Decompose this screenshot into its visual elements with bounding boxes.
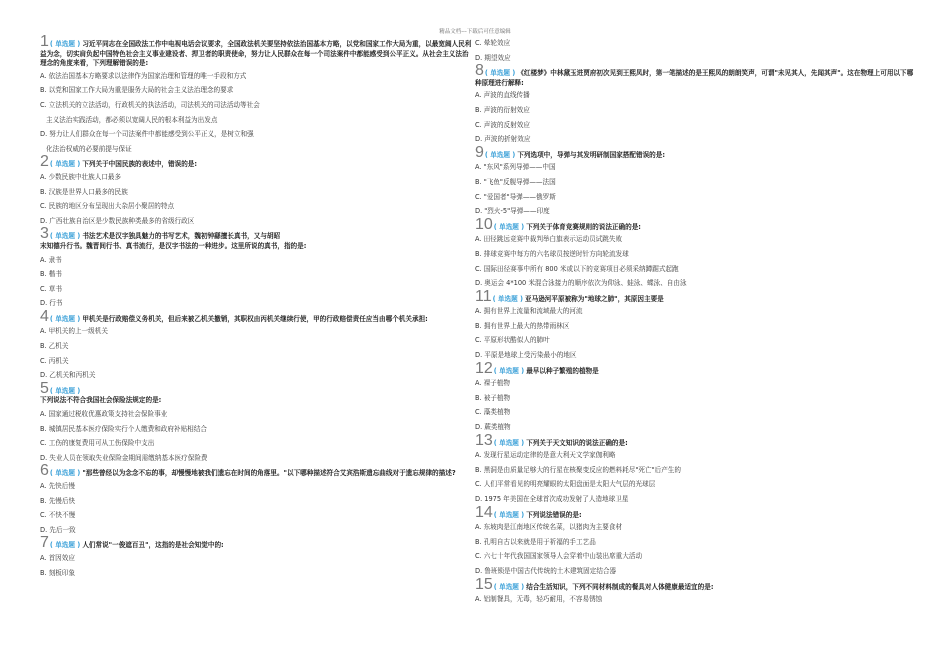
question-block — [475, 359, 915, 435]
question-type-tag: ( 单选题 ) — [49, 314, 81, 323]
question-type-tag: ( 单选题 ) — [484, 69, 516, 78]
question-type-tag: ( 单选题 ) — [493, 438, 525, 447]
answer-option[interactable]: D. 奥运会 4*100 米混合泳接力的顺序依次为仰泳、蛙泳、蝶泳、自由泳 — [475, 279, 687, 288]
answer-option[interactable]: A. 田径跳远竞赛中裁判举白旗表示运动员试跳失败 — [475, 235, 623, 244]
answer-option[interactable]: B. 排球竞赛中每方的六名球员按逆时针方向轮流发球 — [475, 249, 629, 258]
answer-option[interactable]: B. 楷书 — [40, 270, 62, 279]
question-number: 12 — [475, 359, 493, 377]
answer-option[interactable]: B. 城镇居民基本医疗保险实行个人缴费和政府补贴相结合 — [40, 424, 207, 433]
question-type-tag: ( 单选题 ) — [49, 40, 81, 48]
question-number: 9 — [475, 143, 484, 161]
answer-option[interactable]: B. 被子植物 — [475, 393, 511, 402]
answer-option[interactable]: A. 少数民族中壮族人口最多 — [40, 172, 122, 181]
option-continuation: 主义法治实践活动，都必须以宽阔人民的根本利益为出发点 — [46, 115, 218, 124]
option-continuation: 化法治权威的必要前提与保证 — [46, 144, 132, 153]
answer-option[interactable]: A. 依法治国基本方略要求以法律作为国家治理和管理的唯一手段和方式 — [40, 71, 247, 80]
answer-option[interactable]: C. 工伤的康复费用可从工伤保险中支出 — [40, 439, 155, 448]
answer-option[interactable]: D. 1975 年美国在全球首次成功发射了人造地球卫星 — [475, 495, 629, 503]
question-block — [475, 287, 915, 363]
question-text: 亚马逊河平原被称为"地球之肺"，其原因主要是 — [525, 294, 664, 303]
question-number: 4 — [40, 307, 49, 325]
question-block — [475, 215, 915, 291]
question-stem — [40, 33, 472, 69]
question-text: 人们常说"一俊遮百丑"，这指的是社会知觉中的: — [82, 541, 224, 550]
question-text: 下列选项中，导弹与其发明研制国家搭配错误的是: — [517, 150, 666, 159]
question-number: 1 — [40, 33, 49, 50]
question-stem — [475, 575, 915, 593]
question-text: "那些曾经以为念念不忘的事，却慢慢地被我们遗忘在时间的角落里。"以下哪种描述符合艾宾浩斯遗忘曲线对于遗忘规律的描述? — [82, 469, 456, 478]
question-block — [475, 431, 915, 507]
question-text: 结合生活知识，下列不同材料制成的餐具对人体健康最适宜的是: — [526, 582, 714, 591]
question-type-tag: ( 单选题 ) — [493, 582, 525, 591]
question-number: 15 — [475, 575, 493, 593]
question-type-tag: ( 单选题 ) — [49, 386, 81, 395]
question-block — [40, 307, 472, 383]
page-header: 精品文档---下载后可任意编辑 — [439, 29, 511, 35]
question-stem — [475, 287, 915, 305]
answer-option[interactable]: B. 先慢后快 — [40, 496, 76, 505]
question-text: 甲机关是行政赔偿义务机关，但后来被乙机关撤销，其职权由丙机关继续行使，甲的行政赔偿责任应当由哪个机关承担: — [82, 314, 428, 323]
answer-option[interactable]: D. 先后一致 — [40, 525, 76, 534]
question-stem — [475, 215, 915, 233]
answer-option[interactable]: A. 声波的直线传播 — [475, 91, 530, 100]
left-column — [40, 33, 472, 580]
question-number: 3 — [40, 225, 49, 243]
question-text: 书法艺术是汉字独具魅力的书写艺术，魏初钟繇擅长真书，又与胡昭 — [82, 232, 281, 241]
answer-option[interactable]: A. 国家通过税收优惠政策支持社会保险事业 — [40, 410, 168, 419]
answer-option[interactable]: C. 草书 — [40, 284, 62, 293]
answer-option[interactable]: C. 国际田径赛事中所有 800 米或以下的竞赛项目必须采纳蹲踞式起跑 — [475, 264, 679, 273]
question-stem — [475, 431, 915, 449]
answer-option[interactable]: A. 首因效应 — [40, 553, 75, 562]
answer-option[interactable]: D. 行书 — [40, 299, 63, 308]
answer-option[interactable]: B. 汉族是世界人口最多的民族 — [40, 187, 128, 196]
question-text: 下列关于天文知识的说法正确的是: — [526, 438, 628, 447]
answer-option[interactable]: A. 拥有世界上流量和流域最大的河流 — [475, 307, 583, 316]
question-text: 最早以种子繁殖的植物是 — [526, 366, 599, 375]
question-number: 7 — [40, 534, 49, 552]
question-type-tag: ( 单选题 ) — [49, 469, 81, 478]
answer-option[interactable]: C. "爱国者"导弹——俄罗斯 — [475, 192, 556, 201]
right-column — [475, 36, 915, 607]
question-type-tag: ( 单选题 ) — [492, 294, 524, 303]
question-type-tag: ( 单选题 ) — [493, 222, 525, 231]
question-stem — [40, 225, 472, 243]
question-block — [475, 143, 915, 219]
answer-option[interactable]: C. 人们平常看见的明亮耀眼的太阳盘面是太阳大气层的光球层 — [475, 480, 656, 489]
answer-option[interactable]: D. 鲁班锁是中国古代传统的土木建筑固定结合器 — [475, 566, 617, 575]
answer-option[interactable]: C. 声波的反射效应 — [475, 120, 530, 129]
question-block — [40, 379, 472, 466]
question-text: 习近平同志在全国政法工作中电视电话会议要求，全国政法机关要坚持依法治国基本方略，以党和国家工作大局为重，以最宽阔人民利益为念，切实肩负起中国特色社会主义事业建设者、捍卫者的职责使命，努力让人民群众在每一个司法案件中都能感受到公平正义。从社会主义法治理念的角度来看，下列理解错误的是: — [40, 40, 472, 68]
question-text: 下列关于中国民族的表述中，错误的是: — [82, 160, 198, 169]
question-type-tag: ( 单选题 ) — [49, 232, 81, 241]
answer-option[interactable]: B. 刻板印象 — [40, 568, 76, 577]
question-number: 10 — [475, 215, 493, 233]
answer-option[interactable]: D. 努力让人们群众在每一个司法案件中都能感受到公平正义，是树立和强 — [40, 130, 254, 139]
answer-option[interactable]: B. 以党和国家工作大局为重是服务大局的社会主义法治理念的要求 — [40, 86, 234, 95]
question-stem — [40, 153, 472, 171]
question-number: 13 — [475, 431, 493, 449]
question-type-tag: ( 单选题 ) — [49, 160, 81, 169]
question-number: 14 — [475, 503, 493, 521]
answer-option[interactable]: C. 藻类植物 — [475, 408, 511, 417]
question-type-tag: ( 单选题 ) — [484, 150, 516, 159]
question-number: 8 — [475, 62, 484, 80]
question-stem — [40, 462, 472, 480]
question-number: 11 — [475, 287, 492, 305]
question-block — [475, 575, 915, 607]
answer-option[interactable]: D. 蕨类植物 — [475, 423, 511, 432]
answer-option[interactable]: A. 隶书 — [40, 255, 62, 264]
question-stem — [40, 307, 472, 325]
answer-option[interactable]: A. 先快后慢 — [40, 482, 75, 490]
answer-option[interactable]: C. 不快不慢 — [40, 511, 76, 520]
answer-option[interactable]: C. 平原形状酷似人的肺叶 — [475, 336, 550, 345]
question-block — [475, 503, 915, 579]
answer-option[interactable]: B. 拥有世界上最大的热带雨林区 — [475, 321, 570, 330]
question-block — [475, 62, 915, 147]
answer-option[interactable]: A. 发现行星运动定律的是意大利天文学家伽利略 — [475, 451, 616, 460]
question-type-tag: ( 单选题 ) — [493, 366, 525, 375]
question-block — [40, 462, 472, 537]
answer-option[interactable]: D. 乙机关和丙机关 — [40, 371, 96, 380]
question-type-tag: ( 单选题 ) — [49, 541, 81, 550]
question-text-continued: 下列说法不符合我国社会保险法规定的是: — [40, 396, 162, 405]
question-stem — [475, 503, 915, 521]
answer-option[interactable]: A. 铝制餐具，无毒，轻巧耐用，不容易锈蚀 — [475, 595, 603, 604]
answer-option[interactable]: C. 立法机关的立法活动，行政机关的执法活动，司法机关的司法活动等社会 — [40, 100, 260, 109]
answer-option[interactable]: D. 声波的折射效应 — [475, 135, 531, 144]
answer-option[interactable]: A. 甲机关的上一级机关 — [40, 327, 108, 336]
answer-option[interactable]: A. 裸子植物 — [475, 379, 510, 388]
answer-option[interactable]: B. "飞鱼"反舰导弹——法国 — [475, 177, 556, 186]
question-number: 2 — [40, 153, 49, 171]
answer-option[interactable]: C. 六七十年代我国国家领导人会穿着中山装出席重大活动 — [475, 552, 643, 561]
answer-option[interactable]: D. 失业人员在领取失业保险金期间需缴纳基本医疗保险费 — [40, 453, 208, 462]
question-block — [40, 33, 472, 156]
question-type-tag: ( 单选题 ) — [493, 510, 525, 519]
question-stem — [475, 143, 915, 161]
answer-option[interactable]: B. 乙机关 — [40, 342, 69, 351]
answer-option[interactable]: B. 黑洞是由质量足够大的行星在核聚变反应的燃料耗尽"死亡"后产生的 — [475, 465, 681, 474]
answer-option[interactable]: D. 期望效应 — [475, 53, 511, 62]
answer-option[interactable]: D. 平原是地球上受污染最小的地区 — [475, 351, 577, 360]
answer-option[interactable]: A. 东坡肉是江南地区传统名菜，以猪肉为主要食材 — [475, 523, 623, 532]
answer-option[interactable]: C. 丙机关 — [40, 356, 69, 365]
question-block — [40, 534, 472, 580]
question-text-continued: 末知德升行书。魏晋间行书、真书流行，是汉字书法的一种进步。这里所说的真书，指的是: — [40, 241, 307, 250]
question-text: 下列说法错误的是: — [526, 510, 582, 519]
answer-option[interactable]: D. 广西壮族自治区是少数民族种类最多的省级行政区 — [40, 216, 195, 225]
question-stem — [40, 379, 472, 397]
answer-option[interactable]: A. "东风"系列导弹——中国 — [475, 163, 556, 172]
question-number: 5 — [40, 379, 49, 397]
question-number: 6 — [40, 462, 49, 480]
question-block — [40, 225, 472, 311]
question-stem — [475, 359, 915, 377]
question-block — [40, 153, 472, 228]
answer-option[interactable]: C. 民族的地区分布呈现出大杂居小聚居的特点 — [40, 202, 175, 211]
question-text: 《红楼梦》中林黛玉进贾府初次见到王熙凤时，第一笔描述的是王熙凤的朗朗笑声，可谓"未见其人，先闻其声"。这在物理上可用以下哪种原理进行解释: — [475, 69, 914, 87]
question-stem — [40, 534, 472, 552]
answer-option[interactable]: B. 声波的衍射效应 — [475, 105, 530, 114]
answer-option[interactable]: D. "烈火-5"导弹——印度 — [475, 207, 550, 216]
answer-option[interactable]: B. 孔明自古以来就是用于祈福的手工艺品 — [475, 537, 596, 546]
answer-option[interactable]: C. 晕轮效应 — [475, 39, 511, 47]
question-stem — [475, 62, 915, 88]
question-text: 下列关于体育竞赛规则的说法正确的是: — [526, 222, 641, 231]
question-block — [475, 36, 915, 65]
